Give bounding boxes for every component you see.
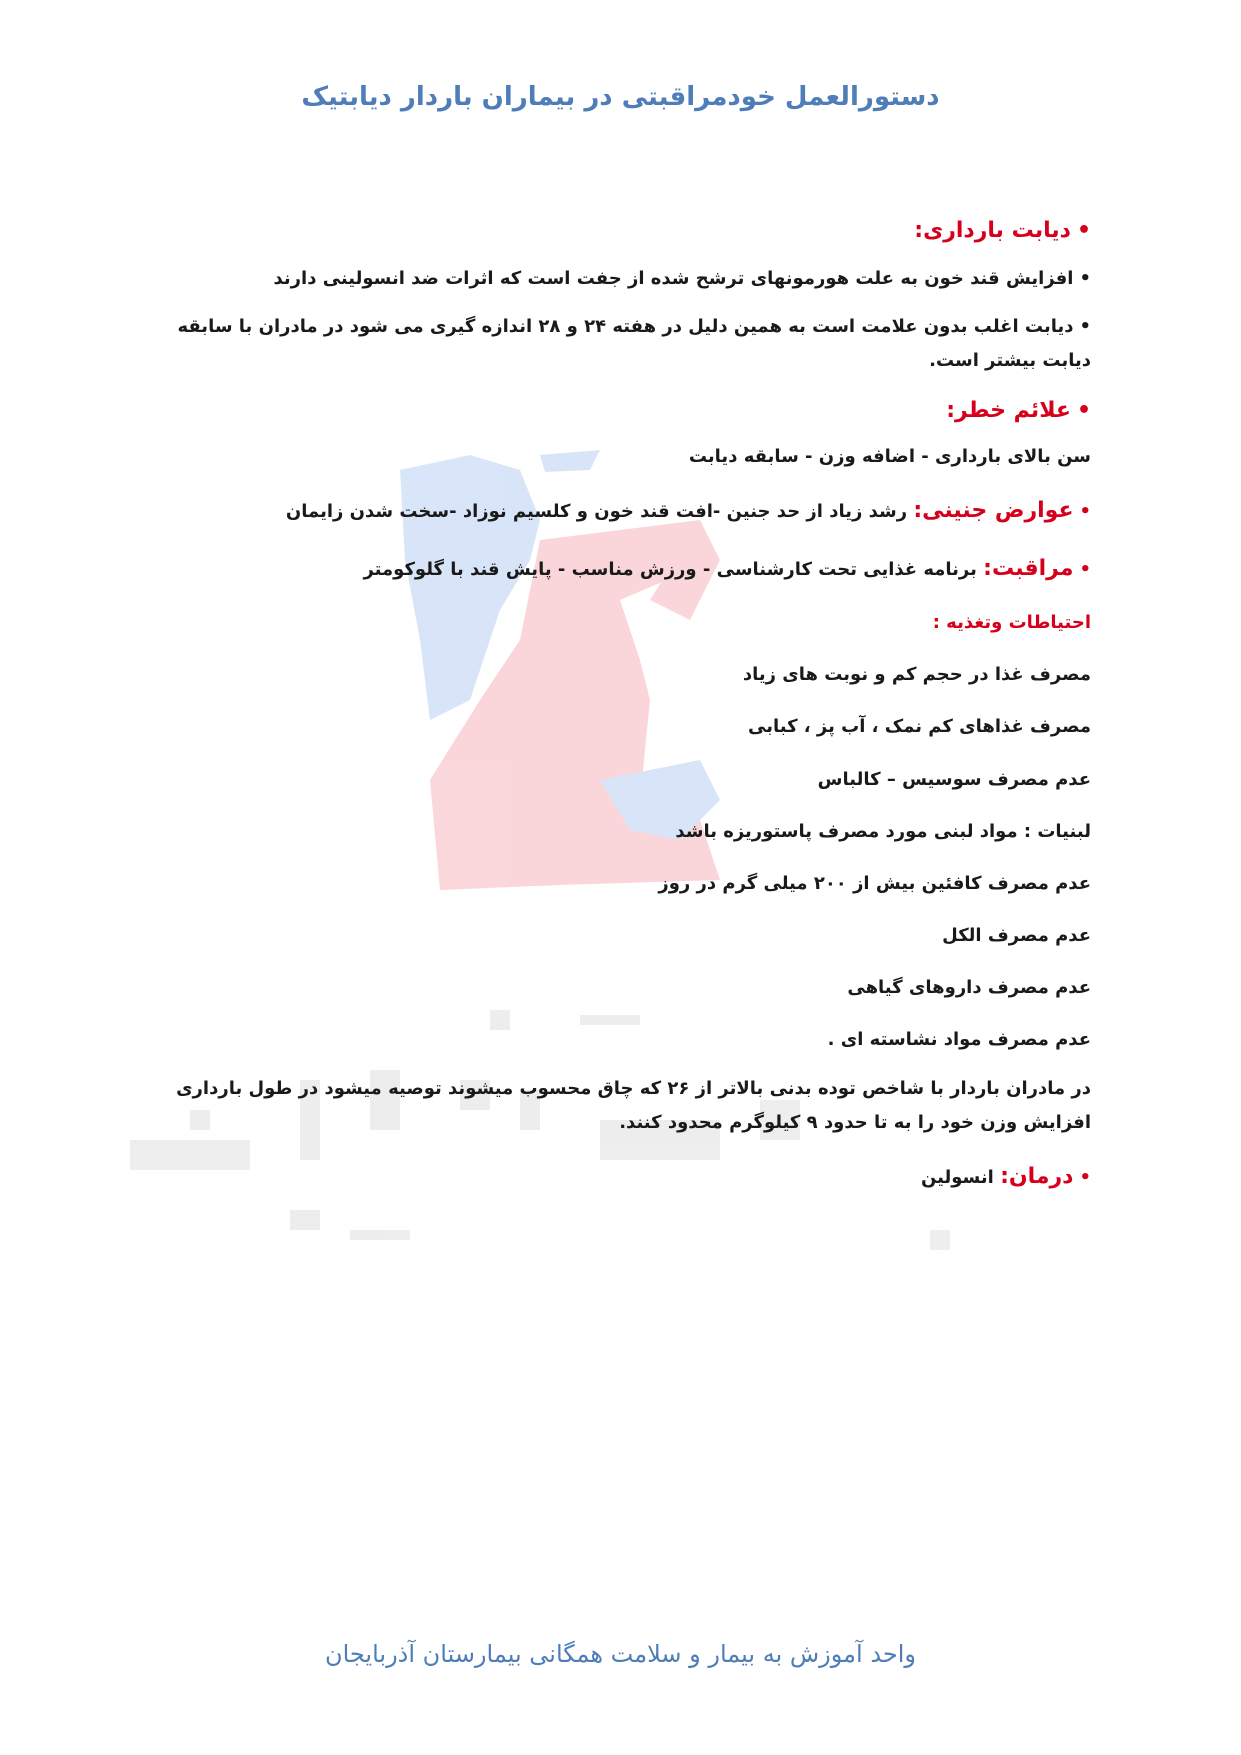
nutrition-item: عدم مصرف الکل [942,925,1091,947]
nutrition-item: عدم مصرف کافئین بیش از ۲۰۰ میلی گرم در روز [658,872,1091,894]
treatment-label: درمان: [1000,1164,1074,1189]
gdm-line-2 [141,310,1091,378]
footer-department: واحد آموزش به بیمار و سلامت همگانی بیمارستان آذربایجان [324,1640,917,1668]
fetal-complications-text: رشد زیاد از حد جنین -افت قند خون و کلسیم نوزاد -سخت شدن زایمان [285,501,914,523]
care-text: برنامه غذایی تحت کارشناسی - ورزش مناسب - پایش قند با گلوکومتر [363,559,984,581]
fetal-complications-label: عوارض جنینی: [913,498,1074,524]
document-title: دستورالعمل خودمراقبتی در بیماران باردار دیابتیک [301,82,940,112]
care [141,548,1091,590]
gdm-heading: • دیابت بارداری: [141,210,1091,252]
nutrition-item: مصرف غذا در حجم کم و نوبت های زیاد [742,664,1091,686]
nutrition-heading: احتیاطات وتغذیه : [932,611,1091,633]
care-label: مراقبت: [983,556,1074,582]
gdm-line-2-text: دیابت اغلب بدون علامت است به همین دلیل در هفته ۲۴ و ۲۸ اندازه گیری می شود در مادران با سابقه دیابت بیشتر است. [177,315,1091,372]
treatment [141,1156,1091,1198]
gdm-line-1-text: افزایش قند خون به علت هورمونهای ترشح شده از جفت است که اثرات ضد انسولینی دارند [273,267,1074,289]
fetal-complications [141,490,1091,532]
danger-text: سن بالای بارداری - اضافه وزن - سابقه دیابت [688,446,1091,468]
nutrition-item: عدم مصرف سوسیس – کالباس [817,768,1091,790]
gdm-line-1 [141,262,1091,296]
nutrition-item: عدم مصرف مواد نشاسته ای . [827,1029,1091,1051]
treatment-text: انسولین [920,1167,1001,1188]
document-body [141,210,1091,1198]
danger-heading: • علائم خطر: [141,390,1091,432]
nutrition-item: لبنیات : مواد لبنی مورد مصرف پاستوریزه باشد [675,820,1091,842]
bmi-recommendation: در مادران باردار با شاخص توده بدنی بالاتر از ۲۶ که چاق محسوب میشوند توصیه میشود در طول بارداری افزایش وزن خود را به تا حدود ۹ کیلوگرم محدود کنند. [176,1077,1091,1133]
nutrition-item: مصرف غذاهای کم نمک ، آب پز ، کبابی [748,716,1091,738]
nutrition-item: عدم مصرف داروهای گیاهی [847,977,1091,999]
